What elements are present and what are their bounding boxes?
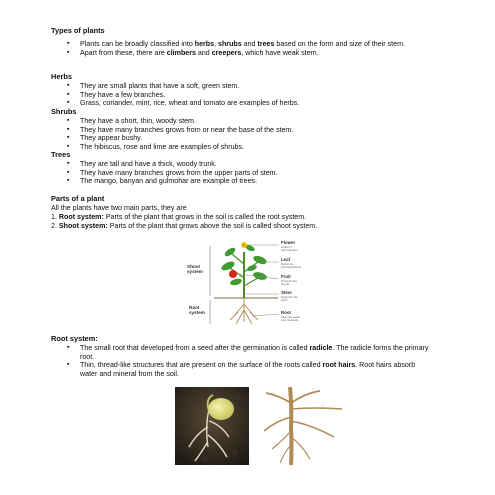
root-shapes (230, 298, 258, 324)
root-system-list (62, 344, 434, 378)
root-hairs-illustration (262, 387, 352, 465)
types-heading: Types of plants (51, 26, 105, 35)
list-item: ▪ They have many branches grows from the upper parts of stem. (62, 169, 442, 178)
list-item: ▪ The hibiscus, rose and lime are examples of shrubs. (62, 143, 442, 152)
flower-caption: Helps in reproduction (281, 245, 298, 252)
list-item: ▪ They appear bushy. (62, 134, 442, 143)
leaf-caption: Performs photosynthesis (281, 262, 302, 269)
shrubs-heading: Shrubs (51, 107, 77, 116)
flower-label: Flower (281, 240, 296, 245)
stem-label: Stem (281, 290, 292, 295)
herbs-heading: Herbs (51, 72, 72, 81)
fruit-shape (229, 270, 237, 278)
seed-shape (208, 398, 234, 420)
root-system-bullet-1: ▪ The small root that developed from a seed after the germination is called radicle. The radicle forms the primary root. (62, 344, 434, 361)
flower-shape (241, 242, 247, 248)
list-item: ▪ They have many branches grows from or near the base of the stem. (62, 126, 442, 135)
trees-heading: Trees (51, 150, 71, 159)
list-item: ▪ They are small plants that have a soft, green stem. (62, 82, 442, 91)
leaf-label: Leaf (281, 257, 291, 262)
list-item: ▪ They have a few branches. (62, 91, 442, 100)
herbs-list (62, 82, 442, 108)
root-system-bullet-2: ▪ Thin, thread-like structures that are present on the surface of the roots called root hairs. Root hairs absorb water and mineral from the soil. (62, 361, 434, 378)
root-hair-shapes (264, 387, 342, 465)
parts-item-1: 1. Root system: Parts of the plant that grows in the soil is called the root system. (51, 213, 307, 221)
types-bullet-2: ▪ Apart from these, there are climbers and creepers, which have weak stem. (62, 49, 434, 58)
types-bullet-1: ▪ Plants can be broadly classified into herbs, shrubs and trees based on the form and size of their stem. (62, 40, 434, 49)
fruit-label: Fruit (281, 274, 291, 279)
shrubs-list (62, 117, 442, 151)
parts-heading: Parts of a plant (51, 194, 105, 203)
part-labels (281, 240, 302, 322)
root-caption: Absorbs water and minerals (281, 315, 301, 322)
list-item: ▪ The mango, banyan and gulmohar are example of trees. (62, 177, 442, 186)
germinating-seed-photo (175, 387, 249, 465)
list-item: ▪ Grass, coriander, mint, rice, wheat and tomato are examples of herbs. (62, 99, 442, 108)
root-system-label: Root system (189, 305, 205, 315)
list-item: ▪ They are tall and have a thick, woody trunk. (62, 160, 442, 169)
types-list (62, 40, 434, 57)
root-label: Root (281, 310, 291, 315)
root-system-heading: Root system: (51, 334, 98, 343)
shoot-system-label: Shoot system (187, 264, 203, 274)
trees-list (62, 160, 442, 186)
fruit-caption: Protects the seeds (281, 279, 298, 286)
list-item: ▪ They have a short, thin, woody stem. (62, 117, 442, 126)
stem-caption: Supports the plant (281, 295, 299, 302)
plant-parts-diagram (186, 238, 326, 330)
parts-intro: All the plants have two main parts, they are (51, 204, 187, 212)
parts-item-2: 2. Shoot system: Parts of the plant that grows above the soil is called shoot system. (51, 222, 318, 230)
